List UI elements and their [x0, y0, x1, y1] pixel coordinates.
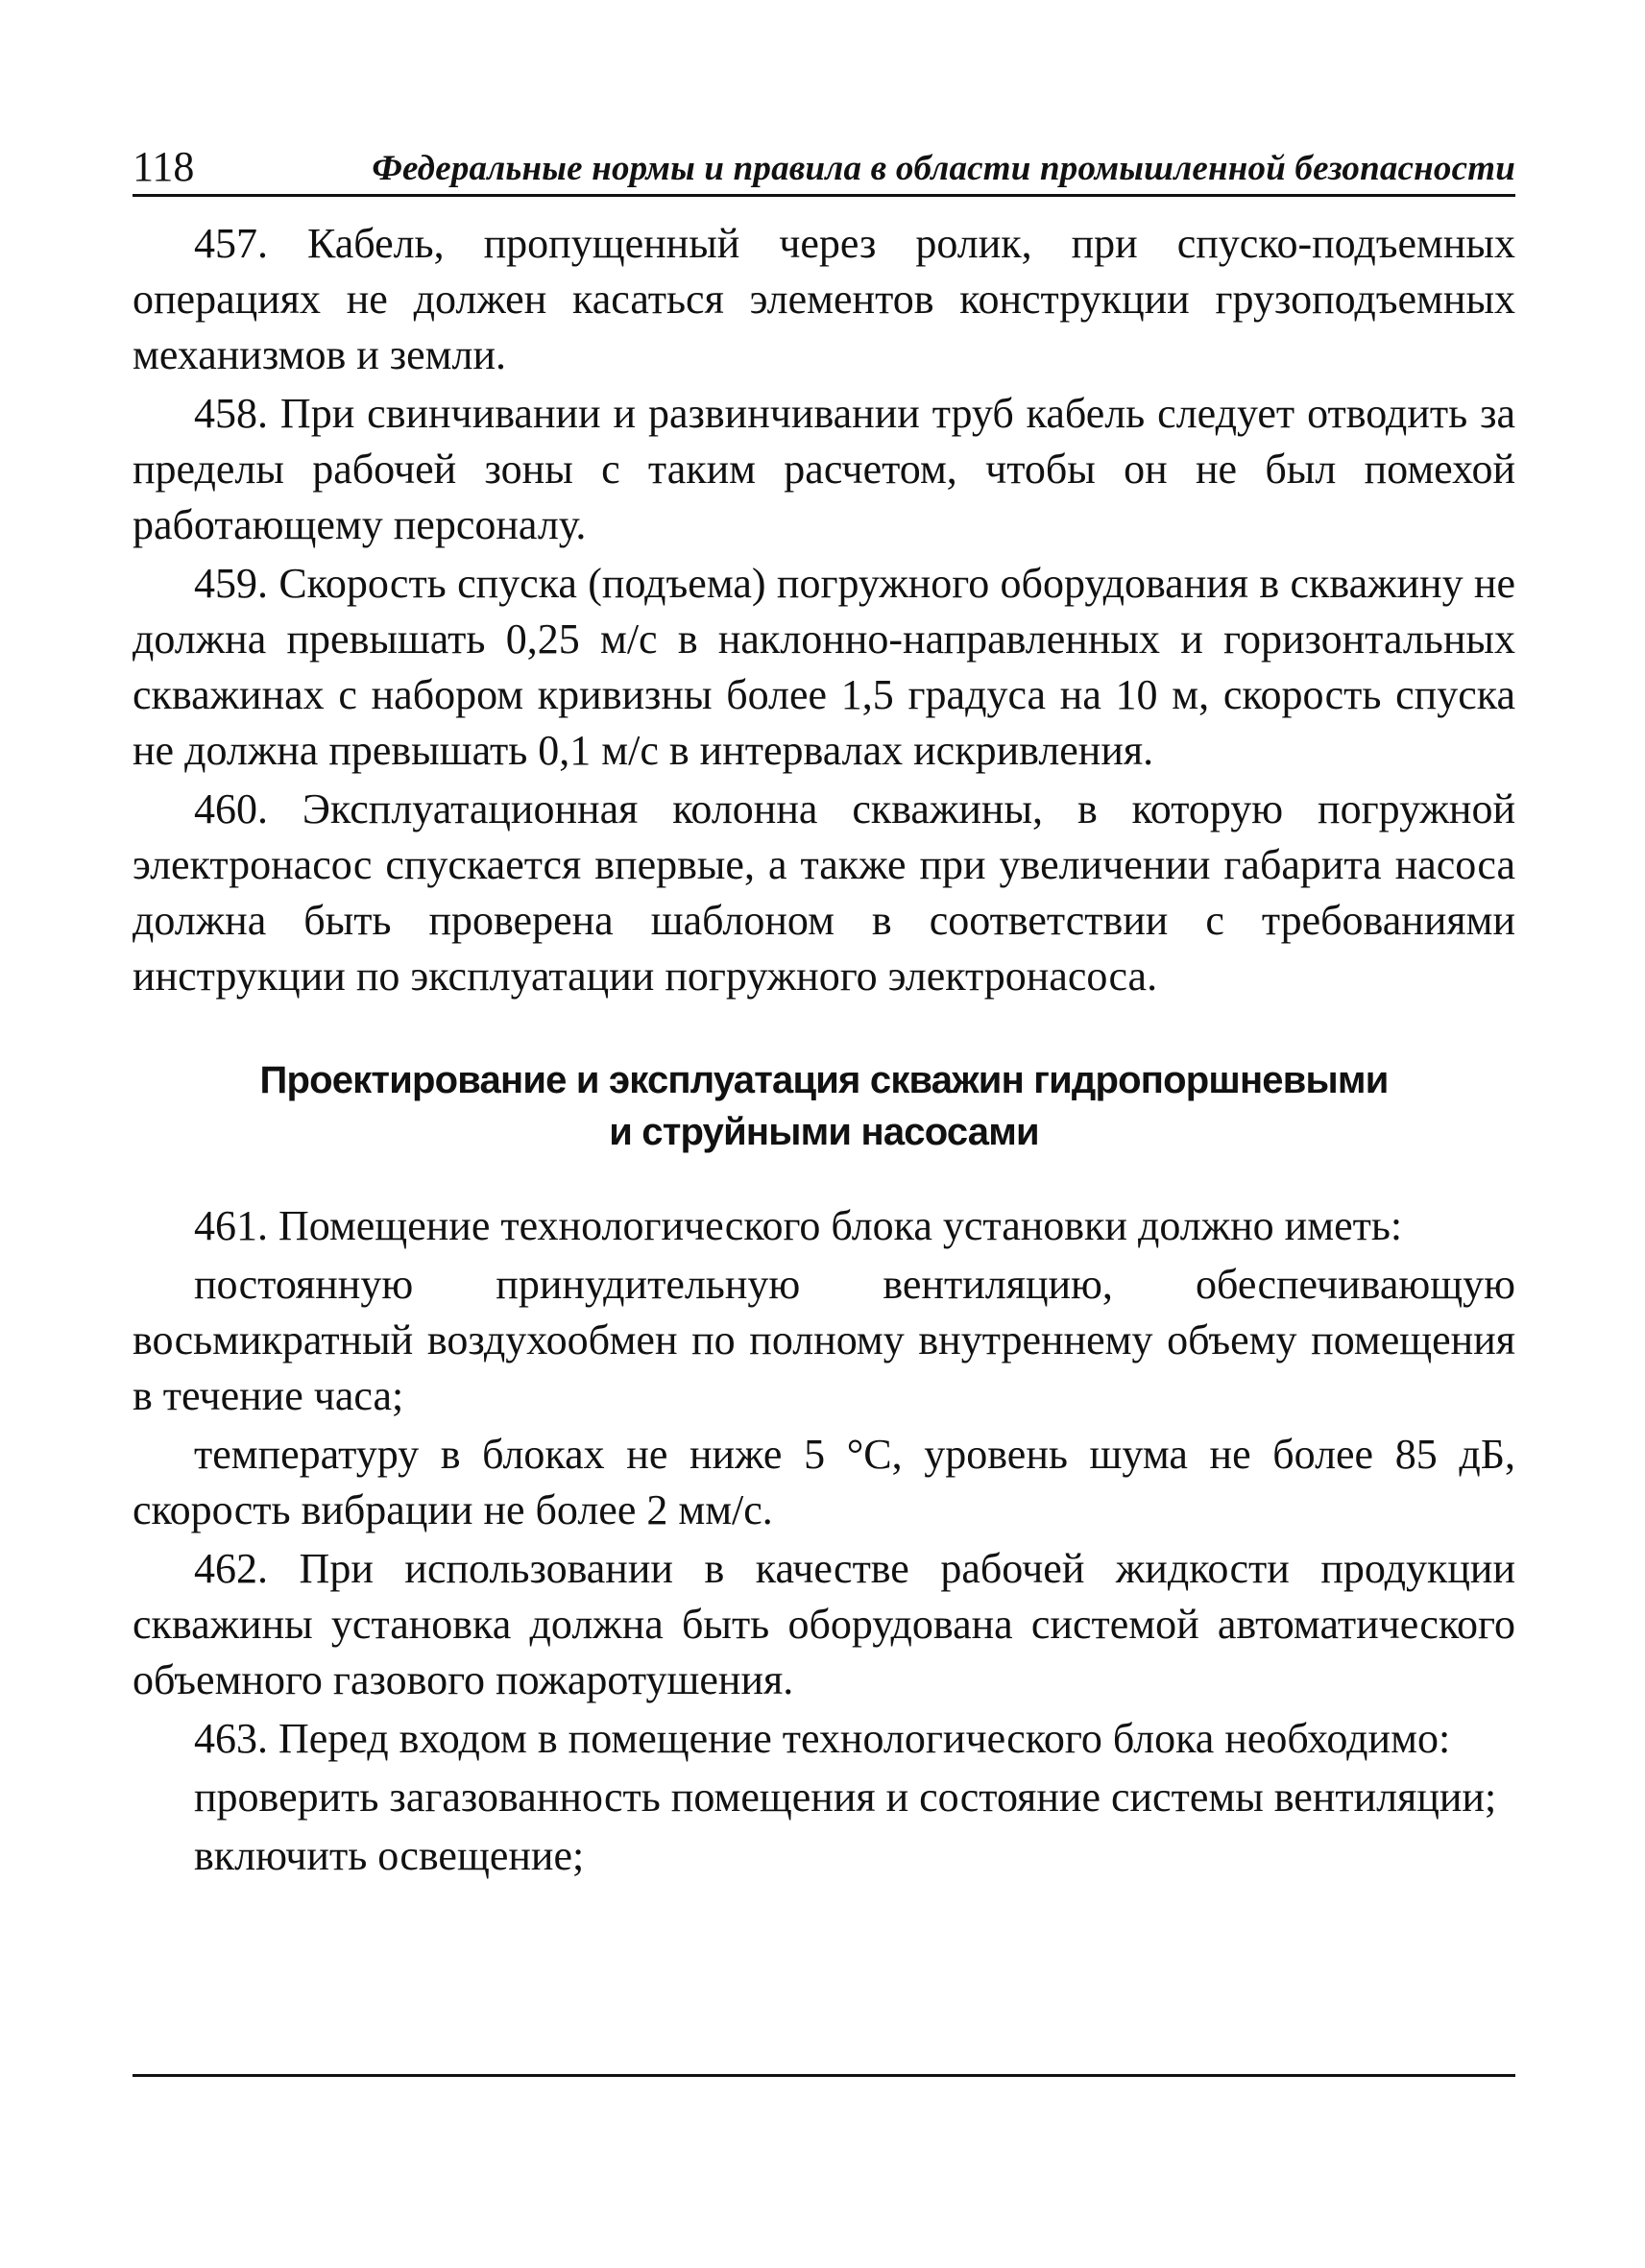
section-heading-line-1: Проектирование и эксплуатация скважин гидропоршневыми: [259, 1059, 1389, 1101]
list-item-check-gas: проверить загазованность помещения и состояние системы вентиляции;: [194, 1773, 1497, 1821]
paragraph-462: 462. При использовании в качестве рабочей жидкости продукции скважины установка должна быть оборудована системой автоматического объемного газового пожаротушения.: [133, 1545, 1515, 1703]
paragraph-458: 458. При свинчивании и развинчивании труб кабель следует отводить за пределы рабочей зоны с таким расчетом, чтобы он не был помехой работающему персоналу.: [133, 390, 1515, 548]
bottom-rule: [133, 2074, 1515, 2077]
running-header: [133, 134, 1515, 197]
list-item-temperature: температуру в блоках не ниже 5 °С, уровень шума не более 85 дБ, скорость вибрации не более 2 мм/с.: [133, 1431, 1515, 1533]
paragraph-459: 459. Скорость спуска (подъема) погружного оборудования в скважину не должна превышать 0,25 м/с в наклонно-направленных и горизонтальных скважинах с набором кривизны более 1,5 градуса на 10 м, скорость спуска не должна превышать 0,1 м/с в интервалах искривления.: [133, 560, 1515, 774]
body-text: [133, 216, 1515, 1884]
running-header-title: Федеральные нормы и правила в области промышленной безопасности: [372, 149, 1515, 188]
paragraph-461: 461. Помещение технологического блока установки должно иметь:: [194, 1202, 1403, 1249]
paragraph-460: 460. Эксплуатационная колонна скважины, в которую погружной электронасос спускается впервые, а также при увеличении габарита насоса должна быть проверена шаблоном в соответствии с требованиями инструкции по эксплуатации погружного электронасоса.: [133, 785, 1515, 1000]
section-heading: [133, 1054, 1515, 1158]
list-item-ventilation: постоянную принудительную вентиляцию, обеспечивающую восьмикратный воздухообмен по полному внутреннему объему помещения в течение часа;: [133, 1261, 1515, 1419]
paragraph-457: 457. Кабель, пропущенный через ролик, при спуско-подъемных операциях не должен касаться элементов конструкции грузоподъемных механизмов и земли.: [133, 220, 1515, 378]
page-number: 118: [133, 143, 195, 190]
paragraph-463: 463. Перед входом в помещение технологического блока необходимо:: [194, 1715, 1451, 1762]
list-item-lighting: включить освещение;: [194, 1832, 585, 1879]
section-heading-line-2: и струйными насосами: [609, 1111, 1039, 1153]
